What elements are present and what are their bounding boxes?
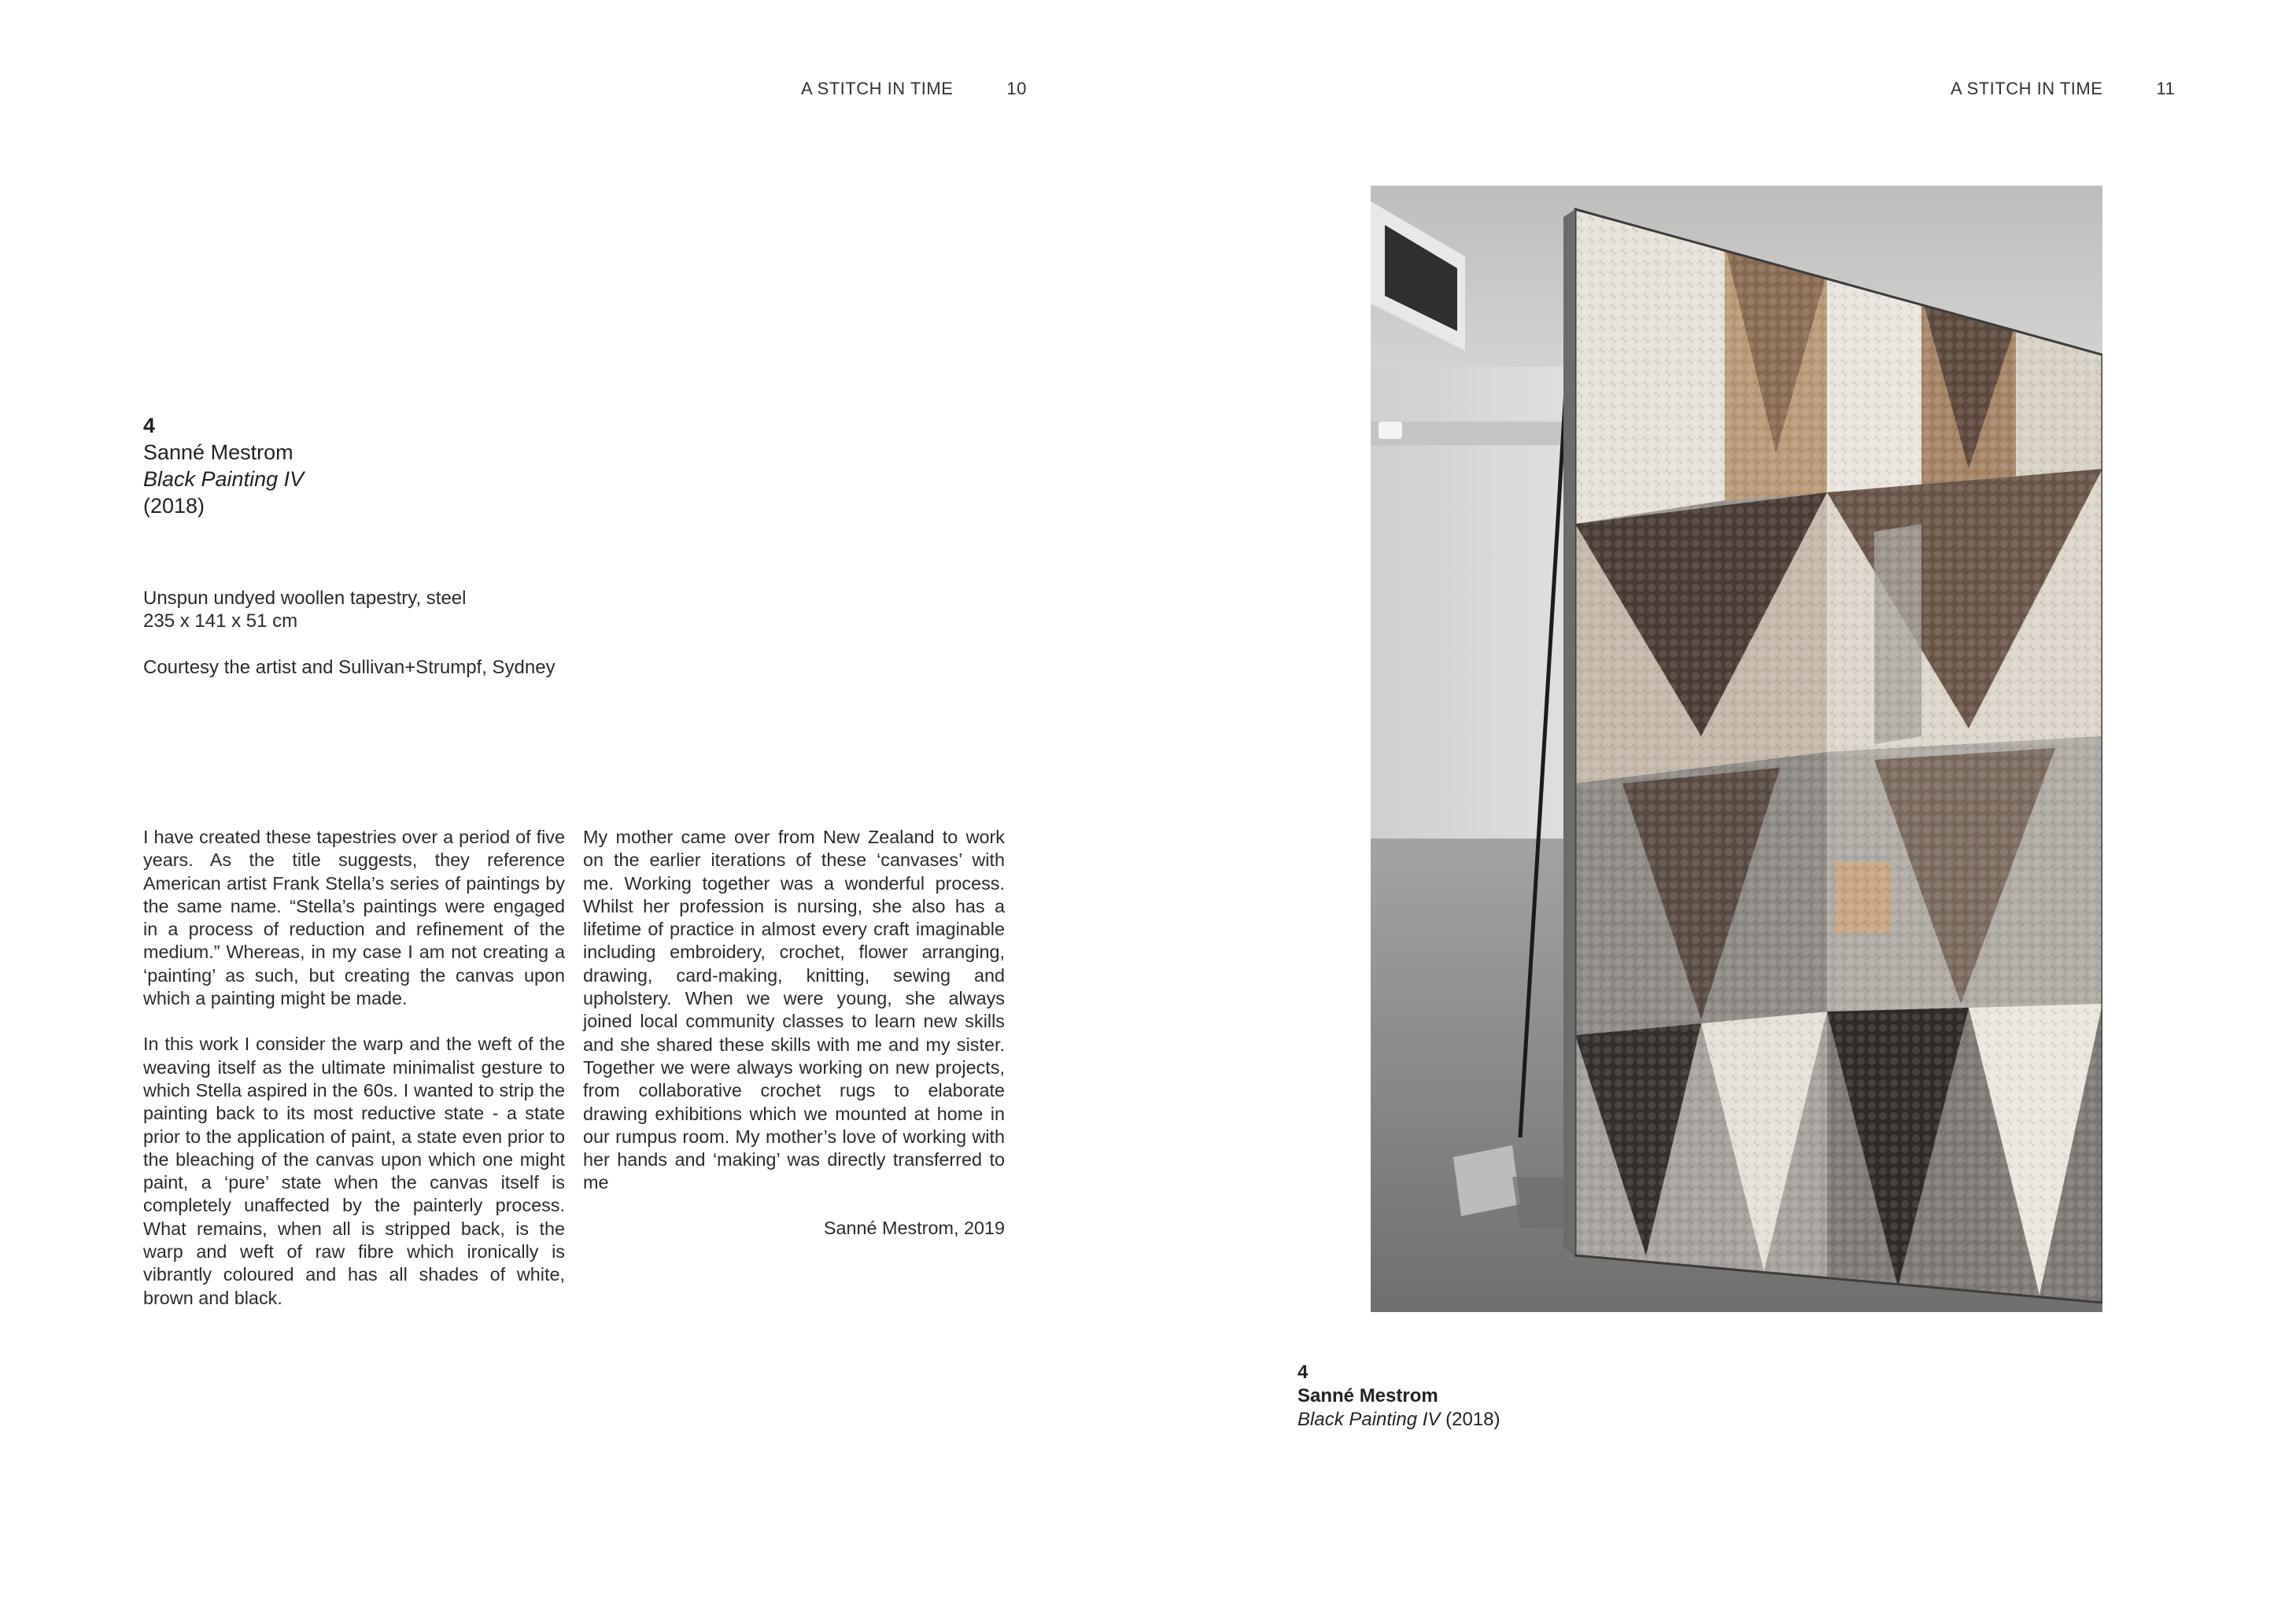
essay-column-1	[143, 826, 565, 1310]
page-number: 11	[2156, 79, 2176, 98]
running-head-right	[1951, 79, 2175, 99]
caption-title: Black Painting IV	[1297, 1409, 1441, 1430]
artwork-materials: Unspun undyed woollen tapestry, steel	[143, 588, 467, 609]
caption-artist: Sanné Mestrom	[1297, 1385, 1438, 1406]
artwork-year: (2018)	[143, 494, 205, 518]
caption-title-line	[1297, 1408, 1500, 1432]
running-head-title: A STITCH IN TIME	[801, 79, 954, 98]
right-page	[1148, 0, 2296, 1622]
artwork-dimensions: 235 x 141 x 51 cm	[143, 610, 298, 632]
essay-column-2	[583, 826, 1005, 1195]
essay-paragraph: My mother came over from New Zealand to work on the earlier iterations of these ‘canvases’ with me. Working together was a wonderful process. Whilst her profession is nursing, she also has a lifetime of practice in almost every craft imaginable including embroidery, crochet, flower arranging, drawing, card-making, knitting, sewing and upholstery. When we were young, she always joined local community classes to learn new skills and she shared these skills with me and my sister. Together we were always working on new projects, from collaborative crochet rugs to elaborate drawing exhibitions which we mounted at home in our rumpus room. My mother’s love of working with her hands and ‘making’ was directly transferred to me	[583, 827, 1005, 1193]
catalogue-number: 4	[143, 414, 156, 437]
woollen-tapestry	[1563, 201, 2102, 1311]
running-head-title: A STITCH IN TIME	[1951, 79, 2103, 98]
steel-base	[1453, 1145, 1520, 1216]
running-head-left	[801, 79, 1027, 99]
essay-paragraph: I have created these tapestries over a period of five years. As the title suggests, they reference American artist Frank Stella’s series of paintings by the same name. “Stella’s paintings were engaged in a process of reduction and refinement of the medium.” Whereas, in my case I am not creating a ‘painting’ as such, but creating the canvas upon which a painting might be made.	[143, 827, 565, 1009]
artwork-courtesy: Courtesy the artist and Sullivan+Strumpf, Sydney	[143, 657, 556, 678]
photo-caption	[1297, 1361, 1500, 1432]
essay-paragraph: In this work I consider the warp and the weft of the weaving itself as the ultimate minimalist gesture to which Stella aspired in the 60s. I wanted to strip the painting back to its most reductive state - a state prior to the application of paint, a state even prior to the bleaching of the canvas upon which one might paint, a ‘pure’ state when the canvas itself is completely unaffected by the painterly process. What remains, when all is stripped back, is the warp and weft of raw fibre which ironically is vibrantly coloured and has all shades of white, brown and black.	[143, 1034, 565, 1308]
page-number: 10	[1006, 79, 1027, 98]
artwork-details	[143, 587, 466, 632]
artwork-photograph	[1371, 186, 2102, 1312]
artist-name: Sanné Mestrom	[143, 441, 293, 464]
catalogue-entry	[143, 412, 304, 519]
artwork-title: Black Painting IV	[143, 467, 305, 491]
essay-signature: Sanné Mestrom, 2019	[823, 1218, 1005, 1238]
caption-year: (2018)	[1445, 1409, 1501, 1430]
caption-number: 4	[1297, 1362, 1309, 1383]
